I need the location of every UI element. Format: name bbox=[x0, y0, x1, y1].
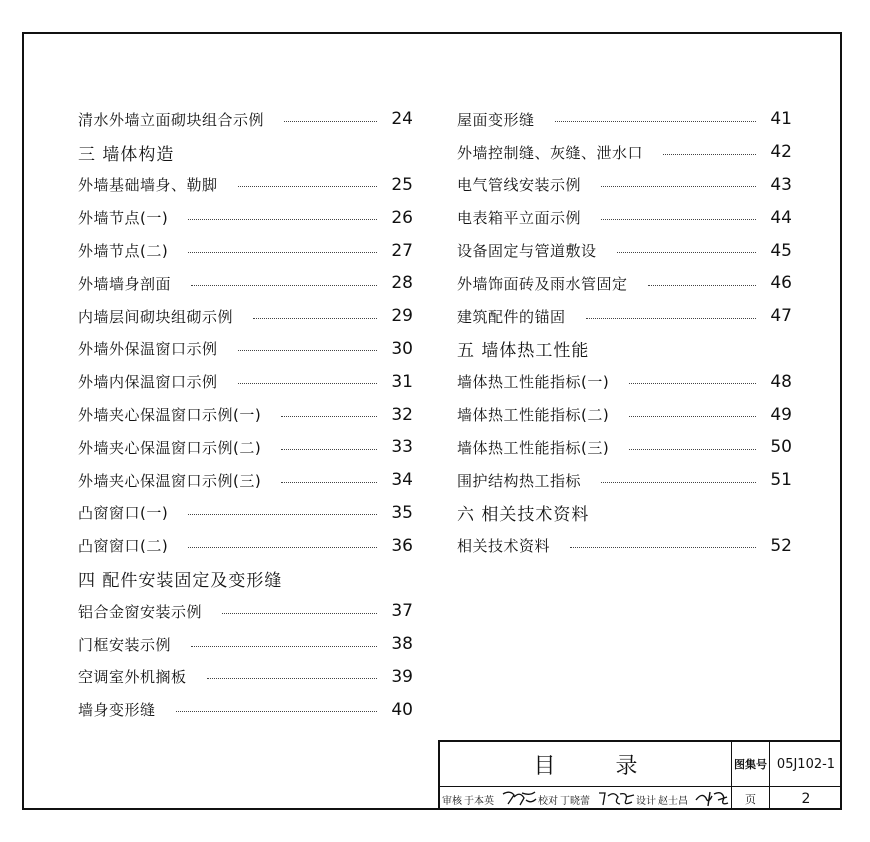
dot-leader bbox=[238, 186, 377, 187]
toc-entry bbox=[78, 693, 413, 726]
toc-section-heading bbox=[457, 333, 792, 366]
dot-leader bbox=[188, 252, 377, 253]
toc-entry-page: 45 bbox=[770, 240, 792, 261]
section-heading-title: 五 墙体热工性能 bbox=[457, 341, 590, 362]
dot-leader bbox=[586, 318, 756, 319]
toc-entry-page: 25 bbox=[391, 174, 413, 195]
toc-entry bbox=[78, 661, 413, 694]
dot-leader bbox=[253, 318, 377, 319]
toc-entry-page: 36 bbox=[391, 535, 413, 556]
toc-entry-title: 凸窗窗口(二) bbox=[78, 537, 169, 556]
section-heading-title: 三 墙体构造 bbox=[78, 144, 175, 165]
dot-leader bbox=[663, 154, 756, 155]
toc-entry-title: 墙体热工性能指标(三) bbox=[457, 438, 610, 457]
toc-entry-page: 26 bbox=[391, 207, 413, 228]
dot-leader bbox=[191, 646, 377, 647]
toc-entry bbox=[78, 398, 413, 431]
toc-entry bbox=[78, 365, 413, 398]
dot-leader bbox=[648, 285, 756, 286]
toc-entry-page: 48 bbox=[770, 371, 792, 392]
toc-entry-title: 屋面变形缝 bbox=[457, 110, 535, 129]
toc-entry bbox=[78, 333, 413, 366]
toc-entry-title: 设备固定与管道敷设 bbox=[457, 242, 597, 261]
dot-leader bbox=[281, 449, 377, 450]
toc-right-column bbox=[457, 103, 792, 562]
toc-entry-page: 24 bbox=[391, 109, 413, 130]
designer-name: 赵士昌 bbox=[658, 796, 688, 807]
toc-entry-page: 31 bbox=[391, 371, 413, 392]
dot-leader bbox=[238, 350, 377, 351]
toc-entry bbox=[457, 201, 792, 234]
dot-leader bbox=[617, 252, 756, 253]
toc-entry-title: 内墙层间砌块组砌示例 bbox=[78, 307, 234, 326]
check-label: 校对 bbox=[538, 796, 558, 807]
toc-entry bbox=[457, 464, 792, 497]
atlas-number-label: 图集号 bbox=[732, 742, 770, 787]
toc-entry bbox=[457, 529, 792, 562]
toc-entry bbox=[78, 169, 413, 202]
toc-entry-page: 47 bbox=[770, 306, 792, 327]
toc-entry-title: 外墙墙身剖面 bbox=[78, 274, 172, 293]
toc-entry-page: 43 bbox=[770, 174, 792, 195]
drawing-title: 目录 bbox=[440, 742, 732, 787]
dot-leader bbox=[601, 219, 756, 220]
designer-signature bbox=[694, 788, 730, 808]
toc-entry bbox=[457, 365, 792, 398]
toc-section-heading bbox=[457, 497, 792, 530]
toc-entry-page: 46 bbox=[770, 273, 792, 294]
toc-entry-title: 外墙节点(二) bbox=[78, 242, 169, 261]
toc-entry-page: 40 bbox=[391, 699, 413, 720]
toc-entry bbox=[457, 431, 792, 464]
toc-entry-title: 外墙节点(一) bbox=[78, 209, 169, 228]
toc-entry-title: 空调室外机搁板 bbox=[78, 668, 187, 687]
atlas-number: 05J102-1 bbox=[770, 742, 842, 787]
toc-entry bbox=[78, 628, 413, 661]
toc-entry-page: 38 bbox=[391, 634, 413, 655]
toc-section-heading bbox=[78, 136, 413, 169]
dot-leader bbox=[629, 449, 756, 450]
toc-entry bbox=[78, 267, 413, 300]
dot-leader bbox=[555, 121, 756, 122]
toc-entry-page: 29 bbox=[391, 306, 413, 327]
toc-entry bbox=[457, 300, 792, 333]
toc-entry-page: 44 bbox=[770, 207, 792, 228]
toc-entry-page: 27 bbox=[391, 240, 413, 261]
toc-entry-title: 围护结构热工指标 bbox=[457, 471, 582, 490]
toc-entry-title: 外墙控制缝、灰缝、泄水口 bbox=[457, 143, 644, 162]
toc-entry-title: 外墙饰面砖及雨水管固定 bbox=[457, 274, 628, 293]
toc-entry-title: 外墙夹心保温窗口示例(二) bbox=[78, 438, 262, 457]
toc-entry-title: 电表箱平立面示例 bbox=[457, 209, 582, 228]
dot-leader bbox=[176, 711, 377, 712]
dot-leader bbox=[191, 285, 377, 286]
section-heading-title: 四 配件安装固定及变形缝 bbox=[78, 571, 283, 592]
toc-entry bbox=[78, 497, 413, 530]
title-block bbox=[438, 740, 842, 810]
dot-leader bbox=[188, 547, 377, 548]
toc-entry-page: 33 bbox=[391, 437, 413, 458]
review-label: 审核 bbox=[442, 796, 462, 807]
dot-leader bbox=[188, 514, 377, 515]
toc-entry-page: 37 bbox=[391, 601, 413, 622]
toc-entry-title: 电气管线安装示例 bbox=[457, 176, 582, 195]
dot-leader bbox=[629, 383, 756, 384]
toc-entry-title: 清水外墙立面砌块组合示例 bbox=[78, 110, 265, 129]
toc-entry-page: 34 bbox=[391, 470, 413, 491]
checker-name: 丁晓蕾 bbox=[560, 796, 590, 807]
toc-entry-page: 28 bbox=[391, 273, 413, 294]
checker-signature bbox=[596, 788, 636, 808]
toc-section-heading bbox=[78, 562, 413, 595]
dot-leader bbox=[188, 219, 377, 220]
toc-entry bbox=[78, 234, 413, 267]
toc-entry bbox=[457, 398, 792, 431]
toc-entry-title: 外墙夹心保温窗口示例(三) bbox=[78, 471, 262, 490]
dot-leader bbox=[570, 547, 756, 548]
toc-entry-page: 32 bbox=[391, 404, 413, 425]
toc-entry bbox=[78, 300, 413, 333]
dot-leader bbox=[601, 482, 756, 483]
reviewer-name: 于本英 bbox=[464, 796, 494, 807]
dot-leader bbox=[629, 416, 756, 417]
dot-leader bbox=[238, 383, 377, 384]
toc-entry-title: 墙体热工性能指标(二) bbox=[457, 406, 610, 425]
toc-entry-page: 30 bbox=[391, 338, 413, 359]
toc-entry bbox=[78, 464, 413, 497]
toc-entry-page: 51 bbox=[770, 470, 792, 491]
toc-entry-page: 35 bbox=[391, 502, 413, 523]
toc-entry-page: 49 bbox=[770, 404, 792, 425]
toc-entry-title: 外墙内保温窗口示例 bbox=[78, 373, 218, 392]
toc-entry bbox=[457, 234, 792, 267]
signature-row bbox=[440, 787, 732, 810]
toc-entry-title: 外墙夹心保温窗口示例(一) bbox=[78, 406, 262, 425]
toc-entry bbox=[78, 431, 413, 464]
dot-leader bbox=[281, 482, 377, 483]
dot-leader bbox=[207, 678, 377, 679]
toc-entry-title: 外墙基础墙身、勒脚 bbox=[78, 176, 218, 195]
toc-entry-page: 50 bbox=[770, 437, 792, 458]
dot-leader bbox=[601, 186, 756, 187]
reviewer-signature bbox=[500, 788, 538, 808]
toc-entry-page: 52 bbox=[770, 535, 792, 556]
toc-entry bbox=[78, 201, 413, 234]
page-label: 页 bbox=[732, 787, 770, 810]
toc-entry-title: 相关技术资料 bbox=[457, 537, 551, 556]
toc-left-column bbox=[78, 103, 413, 726]
toc-entry bbox=[457, 267, 792, 300]
page-number: 2 bbox=[801, 790, 811, 807]
toc-entry bbox=[78, 103, 413, 136]
toc-entry-title: 外墙外保温窗口示例 bbox=[78, 340, 218, 359]
toc-entry-title: 墙身变形缝 bbox=[78, 701, 156, 720]
dot-leader bbox=[222, 613, 377, 614]
dot-leader bbox=[284, 121, 377, 122]
toc-entry-page: 42 bbox=[770, 142, 792, 163]
dot-leader bbox=[281, 416, 377, 417]
toc-entry-title: 墙体热工性能指标(一) bbox=[457, 373, 610, 392]
design-label: 设计 bbox=[636, 796, 656, 807]
toc-entry bbox=[78, 529, 413, 562]
toc-entry-title: 凸窗窗口(一) bbox=[78, 504, 169, 523]
toc-entry bbox=[457, 136, 792, 169]
toc-entry bbox=[78, 595, 413, 628]
toc-entry bbox=[457, 169, 792, 202]
section-heading-title: 六 相关技术资料 bbox=[457, 505, 590, 526]
toc-entry-title: 建筑配件的锚固 bbox=[457, 307, 566, 326]
toc-entry-title: 铝合金窗安装示例 bbox=[78, 602, 203, 621]
toc-entry-title: 门框安装示例 bbox=[78, 635, 172, 654]
toc-entry bbox=[457, 103, 792, 136]
toc-entry-page: 41 bbox=[770, 109, 792, 130]
toc-entry-page: 39 bbox=[391, 666, 413, 687]
